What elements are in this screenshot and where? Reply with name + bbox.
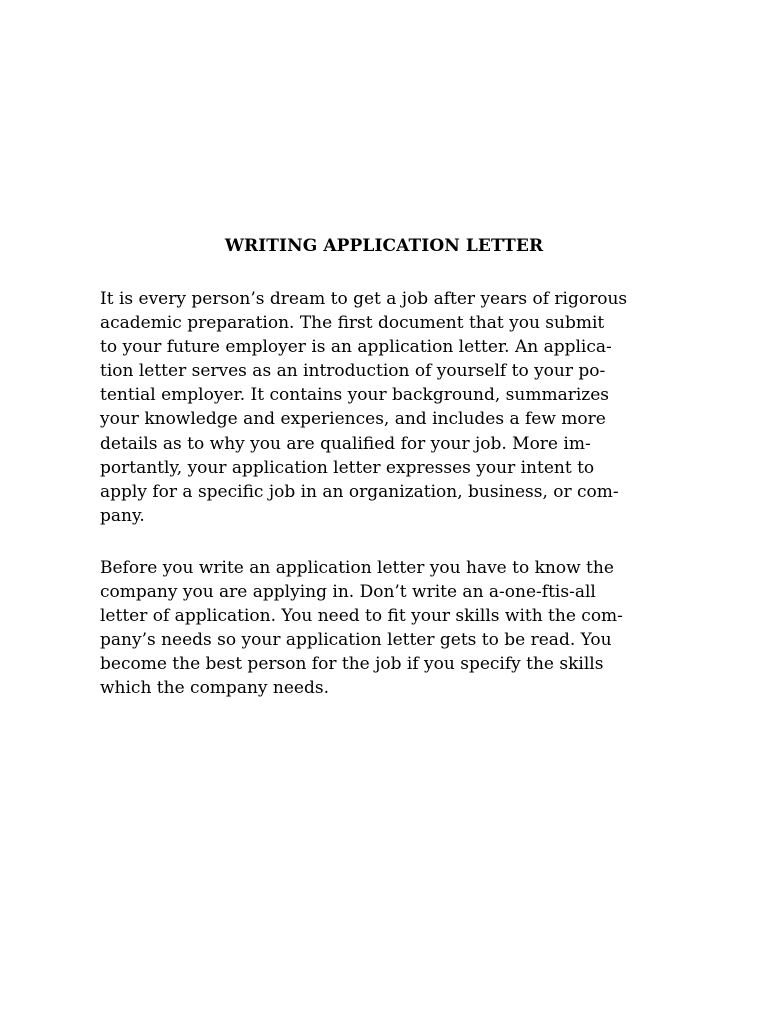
text-line: become the best person for the job if you specify the skills [100,654,604,675]
text-line: which the company needs. [100,678,329,699]
text-line: company you are applying in. Don’t write an a-one-ftis-all [100,582,596,603]
text-line: details as to why you are qualified for your job. More im- [100,433,591,454]
text-line: Before you write an application letter you have to know the [100,558,614,578]
text-line: pany’s needs so your application letter gets to be read. You [100,630,612,651]
text-line: to your future employer is an application letter. An applica- [100,337,612,358]
text-line: portantly, your application letter expresses your intent to [100,457,595,478]
text-line: apply for a specific job in an organization, business, or com- [100,481,619,502]
text-line: tion letter serves as an introduction of yourself to your po- [100,361,606,382]
paragraph-2 [100,556,660,701]
text-line: pany. [100,505,145,526]
text-line: tential employer. It contains your background, summarizes [100,385,610,406]
text-line: letter of application. You need to fit your skills with the com- [100,606,623,627]
text-line: It is every person’s dream to get a job after years of rigorous [100,289,628,309]
document-title: WRITING APPLICATION LETTER [224,236,544,256]
text-line: academic preparation. The first document that you submit [100,313,605,334]
paragraph-1 [100,287,660,528]
text-line: your knowledge and experiences, and includes a few more [100,409,606,430]
